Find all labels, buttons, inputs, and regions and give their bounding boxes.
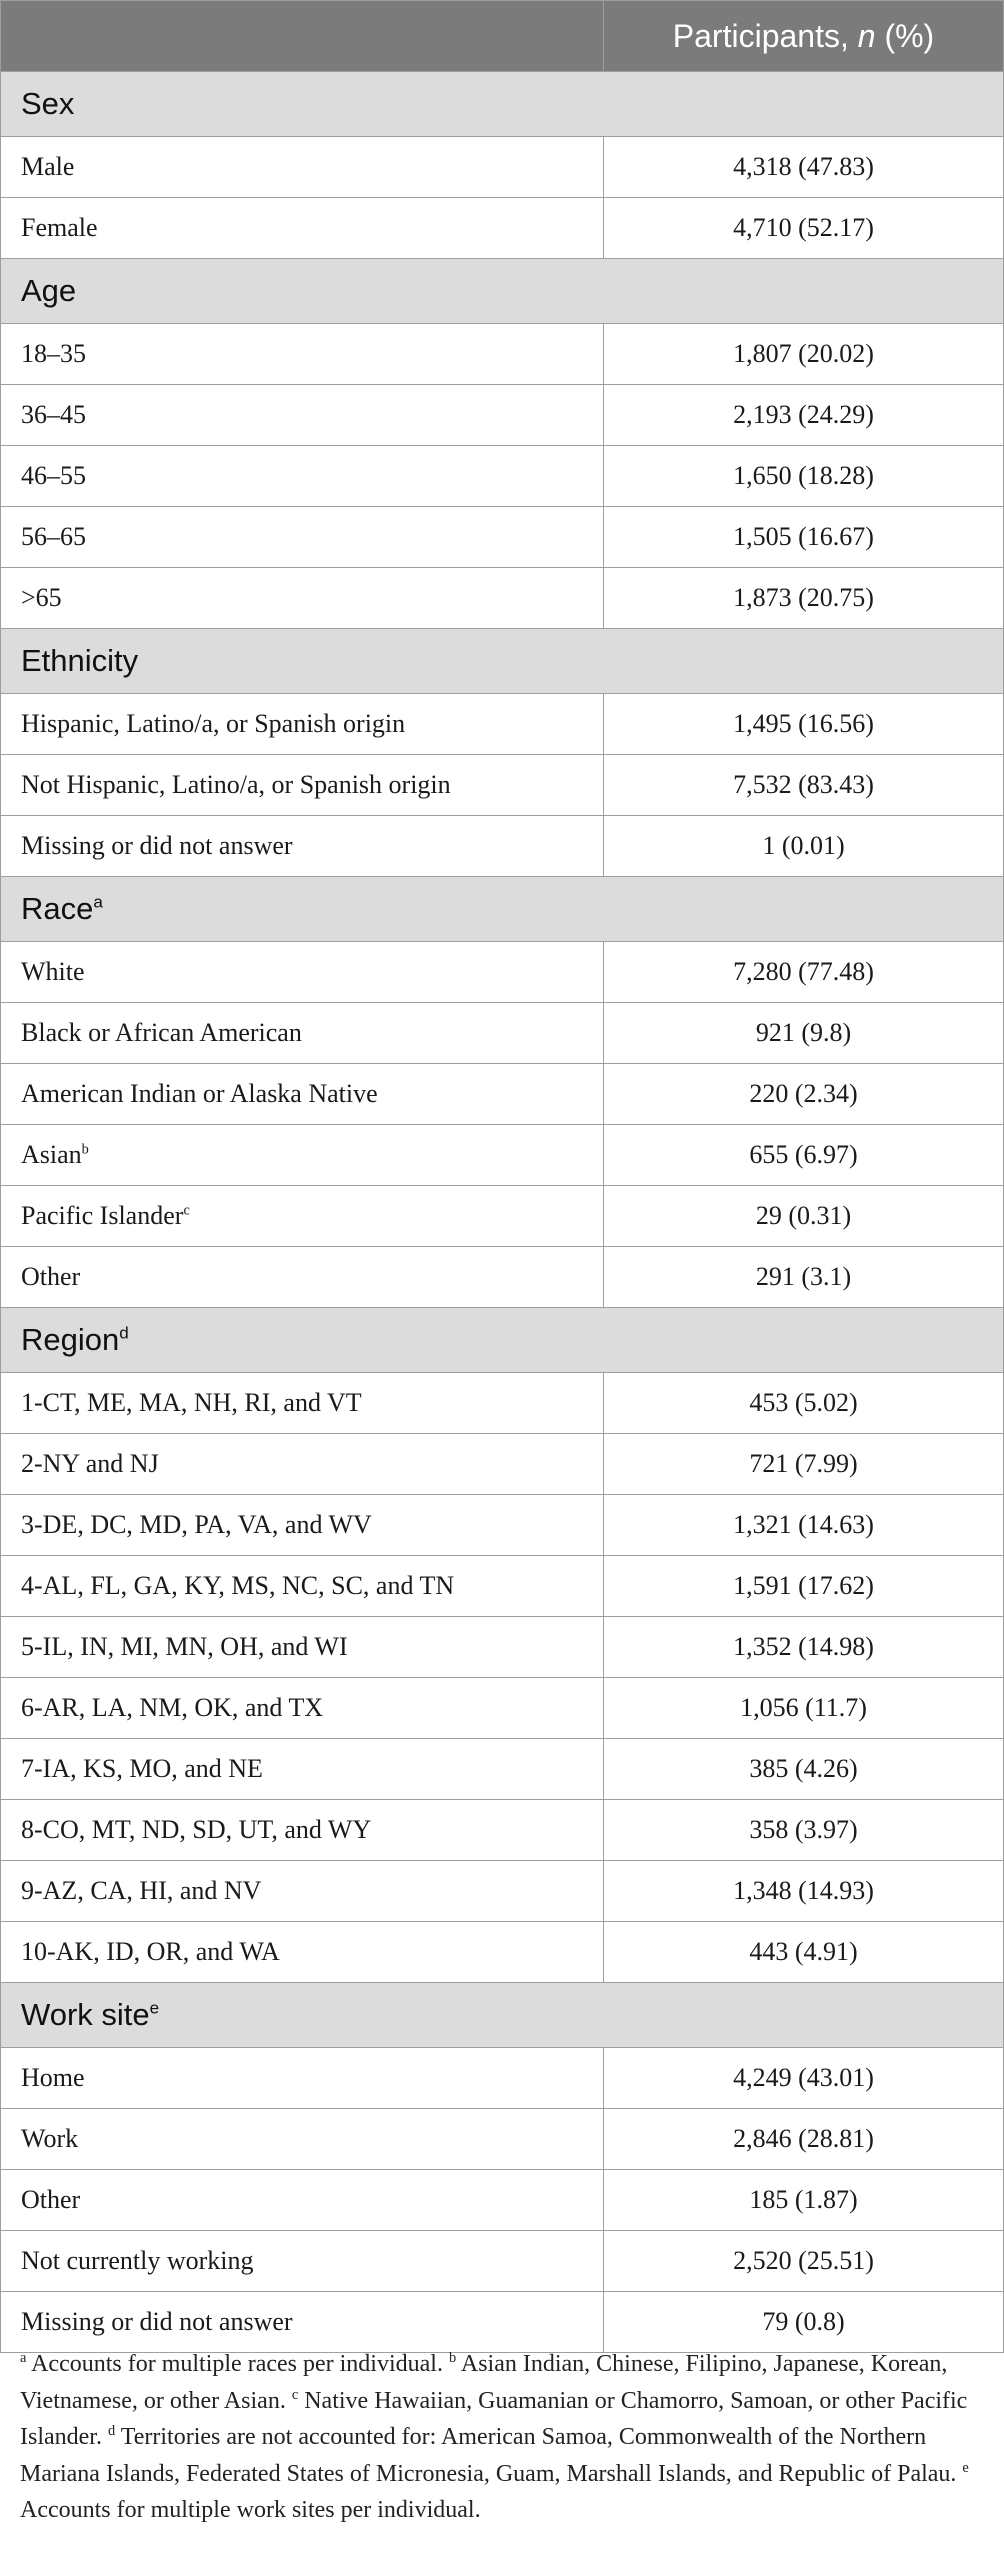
section-label: Sex — [21, 86, 75, 121]
row-value: 291 (3.1) — [604, 1247, 1004, 1308]
header-cell-participants — [604, 1, 1004, 72]
section-header-row — [1, 1308, 1004, 1373]
row-value: 385 (4.26) — [604, 1739, 1004, 1800]
row-value: 1 (0.01) — [604, 816, 1004, 877]
row-label: 46–55 — [21, 461, 86, 490]
table-row — [1, 1739, 1004, 1800]
row-value: 1,321 (14.63) — [604, 1495, 1004, 1556]
section-header — [1, 1308, 1004, 1373]
section-label: Ethnicity — [21, 643, 139, 678]
footnote — [20, 2351, 443, 2377]
row-label: 4-AL, FL, GA, KY, MS, NC, SC, and TN — [21, 1571, 455, 1600]
table-row — [1, 568, 1004, 629]
table-row — [1, 2170, 1004, 2231]
row-footnote-mark: c — [183, 1202, 190, 1219]
row-label-cell — [1, 1739, 604, 1800]
row-label-cell — [1, 137, 604, 198]
table-row — [1, 816, 1004, 877]
footnote-mark: d — [107, 2423, 116, 2439]
row-label: Not Hispanic, Latino/a, or Spanish origin — [21, 770, 451, 799]
footnote-text: Territories are not accounted for: American Samoa, Commonwealth of the Northern Mariana Islands, Federated States of Micronesia, Guam, Marshall Islands, and Republic of Palau. — [20, 2424, 957, 2487]
table-row — [1, 1678, 1004, 1739]
row-label-cell — [1, 507, 604, 568]
row-label-cell — [1, 1678, 604, 1739]
row-value: 1,056 (11.7) — [604, 1678, 1004, 1739]
row-label-cell — [1, 1556, 604, 1617]
row-label-cell — [1, 568, 604, 629]
section-header-row — [1, 259, 1004, 324]
footnote-text: Native Hawaiian, Guamanian or Chamorro, Samoan, or other Pacific Islander. — [20, 2387, 968, 2450]
header-prefix: Participants, — [672, 17, 858, 54]
table-row — [1, 1186, 1004, 1247]
row-label-cell — [1, 1495, 604, 1556]
footnote-mark: e — [962, 2459, 969, 2476]
row-label-cell — [1, 816, 604, 877]
section-header — [1, 259, 1004, 324]
row-label-cell — [1, 1922, 604, 1983]
row-label-cell — [1, 1064, 604, 1125]
row-value: 4,318 (47.83) — [604, 137, 1004, 198]
row-label: American Indian or Alaska Native — [21, 1079, 378, 1108]
row-value: 1,505 (16.67) — [604, 507, 1004, 568]
row-label-cell — [1, 2048, 604, 2109]
table-row — [1, 446, 1004, 507]
row-value: 1,591 (17.62) — [604, 1556, 1004, 1617]
row-label-cell — [1, 1247, 604, 1308]
section-header-row — [1, 877, 1004, 942]
table-row — [1, 1125, 1004, 1186]
row-label-cell — [1, 446, 604, 507]
row-label-cell — [1, 1861, 604, 1922]
row-value: 1,650 (18.28) — [604, 446, 1004, 507]
row-label: 10-AK, ID, OR, and WA — [21, 1937, 280, 1966]
section-header-row — [1, 72, 1004, 137]
section-label: Work site — [21, 1997, 150, 2032]
row-label-cell — [1, 1617, 604, 1678]
row-label: Work — [21, 2124, 79, 2153]
table-row — [1, 694, 1004, 755]
row-label: 7-IA, KS, MO, and NE — [21, 1754, 263, 1783]
section-footnote-mark: d — [119, 1323, 129, 1343]
row-value: 1,873 (20.75) — [604, 568, 1004, 629]
row-value: 7,532 (83.43) — [604, 755, 1004, 816]
table-row — [1, 755, 1004, 816]
row-value: 358 (3.97) — [604, 1800, 1004, 1861]
row-label-cell — [1, 1373, 604, 1434]
row-value: 453 (5.02) — [604, 1373, 1004, 1434]
row-label: Pacific Islander — [21, 1201, 184, 1230]
section-footnote-mark: e — [149, 1998, 160, 2018]
footnote-text: Asian Indian, Chinese, Filipino, Japanese, Korean, Vietnamese, or other Asian. — [20, 2351, 948, 2414]
table-footnotes — [20, 2346, 990, 2529]
table-header-row — [1, 1, 1004, 72]
row-label: 8-CO, MT, ND, SD, UT, and WY — [21, 1815, 372, 1844]
row-label: >65 — [21, 583, 62, 612]
section-header-row — [1, 1983, 1004, 2048]
footnote-mark: a — [20, 2350, 27, 2366]
row-label-cell — [1, 1125, 604, 1186]
footnote-text: Accounts for multiple races per individual. — [31, 2351, 443, 2377]
row-label: Other — [21, 2185, 81, 2214]
row-label: Other — [21, 1262, 81, 1291]
table-row — [1, 2231, 1004, 2292]
table-row — [1, 137, 1004, 198]
row-value: 655 (6.97) — [604, 1125, 1004, 1186]
row-value: 2,846 (28.81) — [604, 2109, 1004, 2170]
row-label: Not currently working — [21, 2246, 254, 2275]
row-label: 3-DE, DC, MD, PA, VA, and WV — [21, 1510, 372, 1539]
table-row — [1, 324, 1004, 385]
row-label-cell — [1, 1186, 604, 1247]
header-suffix: (%) — [875, 17, 935, 54]
row-label: 1-CT, ME, MA, NH, RI, and VT — [21, 1388, 362, 1417]
row-value: 2,520 (25.51) — [604, 2231, 1004, 2292]
table-row — [1, 1800, 1004, 1861]
row-label-cell — [1, 2170, 604, 2231]
table-row — [1, 942, 1004, 1003]
row-label-cell — [1, 1003, 604, 1064]
row-label: Home — [21, 2063, 85, 2092]
table-row — [1, 2048, 1004, 2109]
row-label: Missing or did not answer — [21, 2307, 293, 2336]
row-label-cell — [1, 198, 604, 259]
table-row — [1, 2109, 1004, 2170]
row-value: 1,348 (14.93) — [604, 1861, 1004, 1922]
row-value: 185 (1.87) — [604, 2170, 1004, 2231]
row-label: 9-AZ, CA, HI, and NV — [21, 1876, 262, 1905]
footnote-mark: c — [291, 2386, 299, 2403]
table-row — [1, 1434, 1004, 1495]
row-label-cell — [1, 755, 604, 816]
row-value: 1,495 (16.56) — [604, 694, 1004, 755]
section-footnote-mark: a — [93, 892, 103, 912]
header-n-italic: n — [857, 17, 876, 54]
table-row — [1, 1247, 1004, 1308]
section-label: Region — [21, 1322, 120, 1357]
table-row — [1, 1617, 1004, 1678]
row-value: 443 (4.91) — [604, 1922, 1004, 1983]
row-label-cell — [1, 1800, 604, 1861]
row-label-cell — [1, 2109, 604, 2170]
table-row — [1, 1556, 1004, 1617]
row-label: Asian — [21, 1140, 82, 1169]
row-value: 1,807 (20.02) — [604, 324, 1004, 385]
row-label: Male — [21, 152, 75, 181]
row-label: 5-IL, IN, MI, MN, OH, and WI — [21, 1632, 348, 1661]
row-label-cell — [1, 2292, 604, 2353]
table-body — [1, 72, 1004, 2353]
row-value: 7,280 (77.48) — [604, 942, 1004, 1003]
row-footnote-mark: b — [81, 1141, 89, 1158]
footnote-text: Accounts for multiple work sites per individual. — [20, 2497, 481, 2523]
row-label: White — [21, 957, 85, 986]
row-value: 2,193 (24.29) — [604, 385, 1004, 446]
table-row — [1, 198, 1004, 259]
table-row — [1, 507, 1004, 568]
row-label-cell — [1, 2231, 604, 2292]
table-row — [1, 1922, 1004, 1983]
row-value: 721 (7.99) — [604, 1434, 1004, 1495]
row-label: Missing or did not answer — [21, 831, 293, 860]
row-value: 220 (2.34) — [604, 1064, 1004, 1125]
row-label-cell — [1, 1434, 604, 1495]
row-value: 1,352 (14.98) — [604, 1617, 1004, 1678]
row-value: 29 (0.31) — [604, 1186, 1004, 1247]
section-header-row — [1, 629, 1004, 694]
row-value: 921 (9.8) — [604, 1003, 1004, 1064]
row-value: 4,249 (43.01) — [604, 2048, 1004, 2109]
footnote — [20, 2424, 956, 2487]
table-row — [1, 2292, 1004, 2353]
row-label: 56–65 — [21, 522, 86, 551]
table-row — [1, 1064, 1004, 1125]
header-cell-characteristic — [1, 1, 604, 72]
row-label-cell — [1, 385, 604, 446]
row-label: Female — [21, 213, 98, 242]
row-label: 36–45 — [21, 400, 86, 429]
row-label: 18–35 — [21, 339, 86, 368]
section-header — [1, 877, 1004, 942]
row-value: 79 (0.8) — [604, 2292, 1004, 2353]
table-row — [1, 1003, 1004, 1064]
table-row — [1, 385, 1004, 446]
table-row — [1, 1495, 1004, 1556]
table-row — [1, 1373, 1004, 1434]
row-label-cell — [1, 942, 604, 1003]
row-label: 2-NY and NJ — [21, 1449, 159, 1478]
row-label: Black or African American — [21, 1018, 302, 1047]
row-value: 4,710 (52.17) — [604, 198, 1004, 259]
row-label: Hispanic, Latino/a, or Spanish origin — [21, 709, 406, 738]
section-header — [1, 629, 1004, 694]
row-label-cell — [1, 694, 604, 755]
section-label: Age — [21, 273, 77, 308]
row-label-cell — [1, 324, 604, 385]
table-row — [1, 1861, 1004, 1922]
footnote-mark: b — [448, 2350, 457, 2366]
section-header — [1, 72, 1004, 137]
section-header — [1, 1983, 1004, 2048]
row-label: 6-AR, LA, NM, OK, and TX — [21, 1693, 324, 1722]
section-label: Race — [21, 891, 94, 926]
